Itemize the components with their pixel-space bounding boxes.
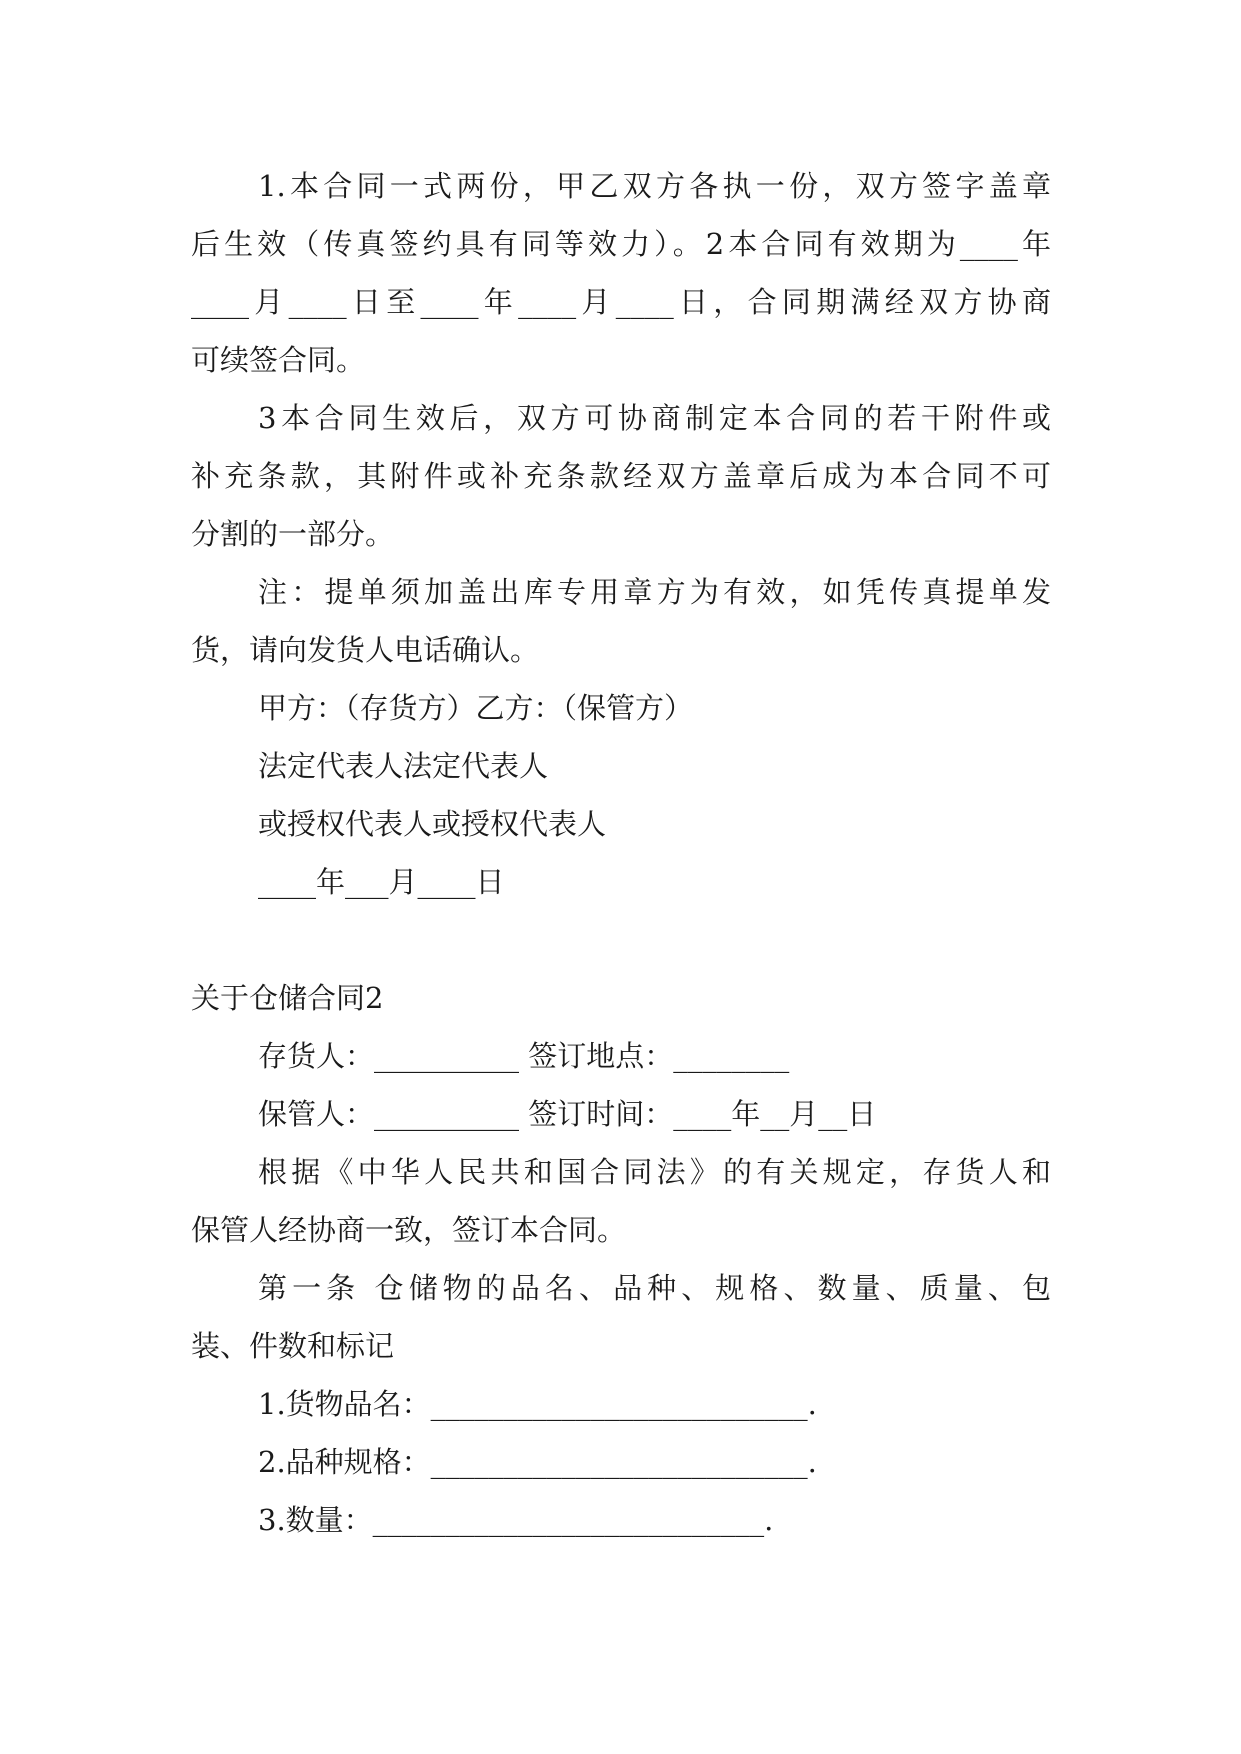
spec-line: 2.品种规格：__________________________. [258, 1445, 817, 1479]
section-title: 关于仓储合同2 [191, 981, 384, 1015]
paragraph-line: 分割的一部分。 [191, 517, 395, 551]
paragraph-line: 保管人经协商一致，签订本合同。 [191, 1213, 627, 1247]
article-heading: 装、件数和标记 [191, 1329, 395, 1363]
party-line: 甲方：（存货方）乙方：（保管方） [258, 691, 694, 725]
signature-date-line: ____年___月____日 [258, 865, 505, 899]
note-line: 货，请向发货人电话确认。 [191, 633, 540, 667]
goods-name-line: 1.货物品名：__________________________. [258, 1387, 817, 1421]
depositor-line: 存货人：__________ 签订地点：________ [258, 1039, 790, 1073]
representative-line: 法定代表人法定代表人 [258, 749, 549, 783]
custodian-line: 保管人：__________ 签订时间：____年__月__日 [258, 1097, 877, 1131]
authorized-line: 或授权代表人或授权代表人 [258, 807, 607, 841]
paragraph-line: ____月____日至____年____月____日，合同期满经双方协商 [191, 285, 1051, 319]
paragraph-line: 1.本合同一式两份，甲乙双方各执一份，双方签字盖章 [258, 169, 1051, 203]
paragraph-line: 补充条款，其附件或补充条款经双方盖章后成为本合同不可 [191, 459, 1051, 493]
paragraph-line: 根据《中华人民共和国合同法》的有关规定，存货人和 [258, 1155, 1051, 1189]
paragraph-line: 后生效（传真签约具有同等效力）。2本合同有效期为____年 [191, 227, 1051, 261]
quantity-line: 3.数量：___________________________. [258, 1503, 774, 1537]
article-heading: 第一条 仓储物的品名、品种、规格、数量、质量、包 [258, 1271, 1051, 1305]
paragraph-line: 3本合同生效后，双方可协商制定本合同的若干附件或 [258, 401, 1051, 435]
paragraph-line: 可续签合同。 [191, 343, 366, 377]
note-line: 注：提单须加盖出库专用章方为有效，如凭传真提单发 [258, 575, 1051, 609]
